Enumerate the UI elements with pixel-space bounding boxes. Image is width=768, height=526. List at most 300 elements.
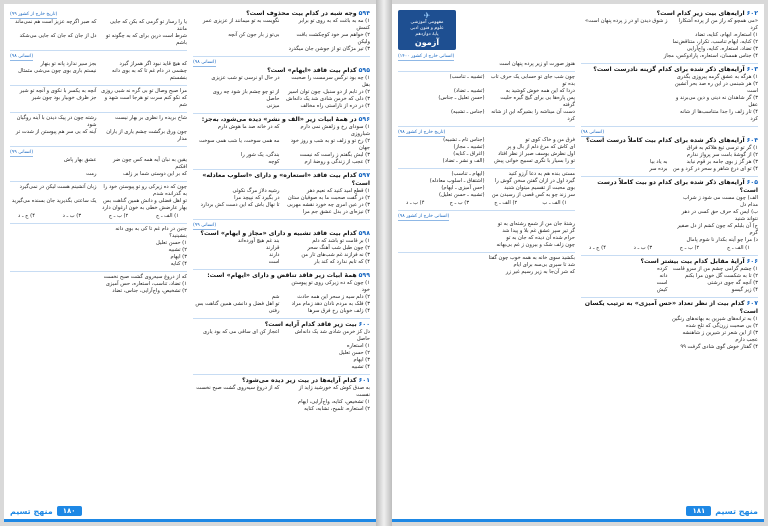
hemistich bbox=[398, 61, 485, 68]
divider bbox=[10, 85, 187, 86]
answer-choices bbox=[589, 245, 750, 252]
hemistich: ۲) تا به شکست گل خون مرا بکنم bbox=[684, 273, 758, 279]
question-number: ۵۹۶ bbox=[358, 116, 370, 123]
question-text: کدام بیت از نظر تعداد «حس آمیزی» به ترتیب یکسان است؟ bbox=[584, 300, 758, 315]
verse-line bbox=[581, 109, 758, 123]
hemistich bbox=[398, 242, 485, 249]
hemistich: کرده bbox=[657, 266, 668, 272]
hemistich bbox=[398, 228, 485, 235]
divider bbox=[193, 56, 370, 57]
hemistich bbox=[581, 330, 668, 344]
verse-line bbox=[193, 238, 370, 245]
source-tag: (انسانی خارج از کشور ۱۴۰۰) bbox=[398, 54, 455, 59]
hemistich: چشمی در دام غم تا که به بوی دانه بنشستم bbox=[112, 68, 187, 81]
verse-line bbox=[398, 192, 575, 199]
hemistich bbox=[581, 74, 668, 81]
answer-option bbox=[193, 406, 370, 413]
verse-line bbox=[581, 166, 758, 173]
question-number: ۵۹۸ bbox=[358, 230, 370, 237]
hemistich: ز شوق دیدن او در ز پرده پنهان است» bbox=[585, 18, 668, 24]
hemistich: رشتهٔ جان من از شمع رشته‌ای به تو bbox=[497, 221, 575, 227]
hemistich: به صدق کوش که خورشید زاید از نفست bbox=[298, 385, 370, 398]
left-page-footer bbox=[10, 504, 82, 518]
hemistich: (حسن تعلیل ـ جناس) bbox=[438, 95, 485, 101]
verse-line bbox=[581, 316, 758, 323]
verse-line bbox=[10, 226, 187, 240]
verse-line bbox=[10, 184, 187, 198]
hemistich: ۱) چشم گرامی چشم من از سرو قامت bbox=[672, 266, 758, 272]
hemistich bbox=[398, 255, 485, 262]
page-number: ۱۸۱ bbox=[686, 506, 711, 516]
hemistich: ۴) گفتار خوش گوی شادی گرفت ۹۹ bbox=[680, 344, 758, 350]
question-number: ۶۰۴ bbox=[746, 137, 758, 144]
hemistich: شم bbox=[271, 294, 280, 300]
verse-line bbox=[10, 171, 187, 178]
hemistich: ۴) تار زلف را جدا متناسب‌ها از شانه کرد bbox=[679, 109, 758, 122]
hemistich: ۱) چون که ده زیرکی روی تو پیوستن خود bbox=[291, 280, 370, 293]
question-number: ۶۰۵ bbox=[746, 179, 758, 186]
hemistich: ۱) هرگه به عشق گرمه پیروزی بگذری bbox=[676, 74, 758, 80]
hemistich bbox=[581, 195, 668, 209]
hemistich: پس پاره‌ها بی برای گیج گیره حلیت گرفته bbox=[500, 95, 575, 108]
verse-line bbox=[10, 88, 187, 95]
hemistich bbox=[581, 95, 668, 109]
hemistich: ۱) سودای رخ و زلفش نمی دارم شباروزی bbox=[300, 124, 370, 137]
verse-line bbox=[398, 109, 575, 123]
hemistich: تو اهل فضلی و دانش همین گناهت بس bbox=[103, 198, 187, 204]
option-text: ۴) تشبیه bbox=[351, 364, 370, 370]
hemistich: چون که ده زیرکی رو تو پیوستن خود را به گذرانده شدم bbox=[103, 184, 187, 197]
verse-line bbox=[10, 129, 187, 143]
verse-line bbox=[581, 344, 758, 351]
brand-logo-text: منهج تسیم bbox=[715, 506, 758, 516]
hemistich: ۲) دلم سیه ز سحر این همه حادث bbox=[297, 294, 370, 300]
verse-line bbox=[10, 68, 187, 82]
source-tag: (تاریخ خارج از کشور ۹۸) bbox=[398, 130, 446, 135]
answer-option bbox=[193, 350, 370, 357]
hemistich: زبان آتشینم هست لیکن در نمی‌گیرد bbox=[19, 184, 97, 190]
divider bbox=[398, 126, 575, 127]
hemistich bbox=[10, 274, 97, 281]
answer-option bbox=[581, 46, 758, 53]
divider bbox=[10, 112, 187, 113]
logo-line1: مفهومی آموزشی bbox=[410, 20, 444, 25]
question-heading bbox=[581, 258, 758, 266]
hemistich: کیش bbox=[656, 287, 668, 293]
divider bbox=[10, 50, 187, 51]
hemistich: گر تیر سپر عشق غم بلا و پیدا شد bbox=[502, 228, 575, 234]
hemistich: چون شب جای تو حسابی یک حرف تاب بده تو bbox=[490, 74, 575, 87]
question-block bbox=[581, 300, 758, 351]
option-text: ۱) تشخیص، کنایه، واج‌آرایی، ایهام bbox=[297, 399, 370, 405]
option-text: ۴) کنایه bbox=[170, 261, 187, 267]
question-text: آرایه‌های ذکر شده برای کدام دو بیت کاملاً درست است؟ bbox=[597, 179, 758, 194]
verse-line bbox=[581, 195, 758, 209]
verse-line bbox=[193, 308, 370, 315]
verse-line bbox=[398, 95, 575, 109]
question-block bbox=[398, 255, 575, 276]
hemistich: ۱) چه بود نرگس سرمست را صحبت بقل bbox=[291, 75, 370, 88]
hemistich: در حال او نرسی تو شب عزیزی bbox=[211, 75, 280, 81]
answer-choice: ۴) ب ـ د bbox=[406, 200, 425, 206]
divider bbox=[10, 271, 187, 272]
hemistich: حاصل bbox=[266, 96, 280, 102]
source-tag-line bbox=[193, 222, 370, 229]
verse-line bbox=[581, 159, 758, 166]
question-heading bbox=[193, 116, 370, 124]
answer-choices bbox=[18, 213, 179, 220]
source-tag: (انسانی ۹۸) bbox=[193, 60, 217, 65]
verse-line bbox=[10, 205, 187, 212]
option-text: ۲) استعاره، تلمیح، تشابه، کنایه bbox=[304, 406, 370, 412]
hemistich bbox=[398, 262, 485, 269]
question-block bbox=[193, 222, 370, 266]
question-block bbox=[398, 171, 575, 207]
hemistich: ۳) دلی که خرمن شادی شد یک دانه‌اش bbox=[286, 96, 370, 102]
source-tag-line bbox=[10, 149, 187, 156]
hemistich: است bbox=[656, 280, 668, 286]
hemistich: اعجاز کن ای ساقی می که بود یاری bbox=[202, 329, 280, 335]
verse-line bbox=[193, 138, 370, 152]
verse-line bbox=[193, 159, 370, 166]
hemistich: بهار عارضش خطی به خون ارغوان دارد bbox=[102, 205, 187, 211]
hemistich: ۱) بر قامت تو باشد که دلم bbox=[312, 238, 370, 244]
hemistich: دل کز خرمن شادی شد یک دانه‌اش حاصل bbox=[294, 329, 370, 342]
verse-line bbox=[398, 171, 575, 178]
hemistich: چنین در دام غم تا کی به بوی دانه بنشینید؟ bbox=[115, 226, 187, 239]
verse-line bbox=[193, 18, 370, 32]
question-block bbox=[10, 226, 187, 268]
hemistich: یا را رسار تو گرمی که بکن که جایی مانند bbox=[110, 19, 187, 32]
verse-line bbox=[193, 96, 370, 103]
hemistich: ۳) در عین امری چه خورد نقشه مهربی bbox=[287, 202, 370, 208]
logo-line3: پایهٔ دوازدهم bbox=[415, 32, 439, 37]
hemistich: هنوز صورت او زیر پرده پنهان است bbox=[499, 61, 575, 67]
hemistich: ۴) عجب از زندگی و روضهٔ ارم bbox=[304, 159, 370, 165]
question-block bbox=[10, 274, 187, 295]
question-block bbox=[581, 10, 758, 60]
answer-choice: ۳) ب ـ ج bbox=[449, 200, 470, 206]
logo-line2: علوم و فنون ادبی bbox=[410, 26, 444, 31]
hemistich: نگویمت به تو میمانند از عزیزی عمر bbox=[202, 18, 280, 24]
hemistich: (تشبیه ـ تضاد) bbox=[453, 88, 485, 94]
question-block bbox=[581, 66, 758, 123]
hemistich bbox=[193, 280, 280, 294]
hemistich: دل از جان که جان که جایی می‌شکد bbox=[19, 33, 97, 39]
right-page-left-column bbox=[398, 10, 575, 498]
hemistich: ۳) تیر مژگان تو از جوشن جان میگذرد bbox=[288, 46, 370, 52]
verse-line bbox=[581, 74, 758, 81]
verse-line bbox=[10, 274, 187, 281]
question-block bbox=[398, 53, 575, 68]
right-page-columns bbox=[398, 10, 758, 498]
question-number: ۵۹۴ bbox=[358, 10, 370, 17]
hemistich: که بر این دوستی شما بر زلف bbox=[122, 171, 187, 177]
divider bbox=[193, 219, 370, 220]
hemistich: که در خانه صد ما هوش دارم bbox=[217, 124, 280, 130]
verse-line bbox=[193, 46, 370, 53]
verse-line bbox=[193, 32, 370, 46]
verse-line bbox=[398, 255, 575, 262]
question-text: همهٔ ابیات زیر فاقد تناقض و دارای «ایهام» است: bbox=[207, 272, 357, 279]
hemistich: ب) ایس که حرف حق کسی در دهر نتواند شنید bbox=[681, 209, 758, 222]
hemistich: رمت bbox=[86, 171, 97, 177]
hemistich bbox=[581, 223, 668, 237]
hemistich: بی‌تو ز بار جون کن آنچه bbox=[228, 32, 280, 38]
divider bbox=[398, 168, 575, 169]
question-text: وجه شبه در کدام بیت محذوف است؟ bbox=[246, 10, 357, 17]
question-heading bbox=[581, 137, 758, 145]
source-tag: (انسانی ۹۸) bbox=[10, 54, 34, 59]
answer-option bbox=[10, 281, 187, 288]
verse-line bbox=[581, 323, 758, 330]
question-block bbox=[10, 11, 187, 47]
hemistich: ۱) مه به باغت که به روی تو برابر کنمش bbox=[298, 18, 370, 31]
hemistich: (جناس ـ تشبیه) bbox=[450, 109, 485, 115]
hemistich: ۳) لبش بگفتم ز راست که نیست bbox=[299, 152, 370, 158]
verse-line bbox=[193, 329, 370, 343]
question-block bbox=[193, 59, 370, 110]
hemistich: از تو چو چشم باز شود چه روی bbox=[212, 89, 280, 95]
source-tag-line bbox=[398, 213, 575, 220]
divider bbox=[193, 374, 370, 375]
hemistich: دارند bbox=[269, 252, 280, 258]
hemistich: ج) آن بلبلم که چون کشم از دل صفیر گرم bbox=[677, 223, 758, 236]
hemistich bbox=[581, 323, 668, 330]
hemistich: تا نهال باش که این دست کش بردارد bbox=[200, 202, 280, 208]
hemistich: نیستم باری بوی چون می‌شی مثمثال bbox=[18, 68, 97, 74]
source-tag: (انسانی ۹۹) bbox=[10, 150, 34, 155]
verse-line bbox=[10, 115, 187, 129]
verse-line bbox=[398, 228, 575, 235]
verse-line bbox=[193, 152, 370, 159]
answer-choice: ۲) الف ـ ج bbox=[494, 200, 518, 206]
verse-line bbox=[398, 221, 575, 228]
question-text: کدام بیت فاقد «ایهام» است؟ bbox=[267, 67, 357, 74]
hemistich: بندگی، یک شور را bbox=[240, 152, 280, 158]
verse-line bbox=[193, 252, 370, 259]
question-text: کدام بیت فاقد تشبیه و دارای «مجاز و ایهام» است؟ bbox=[200, 230, 357, 237]
question-heading bbox=[581, 66, 758, 74]
hemistich: ۲) چون طبل شب آهنگ سحر bbox=[307, 245, 370, 251]
question-text: آرایه‌های بیت زیر کدام است؟ bbox=[656, 10, 745, 17]
hemistich: دست آن میناشه را بشیرگه این از شانه کرد bbox=[491, 109, 575, 122]
hemistich: چون زلف شک و بیرون ز غم بی‌بهانه bbox=[496, 242, 575, 248]
hemistich: شرط است درین برای که به چگونه تو باشم bbox=[105, 33, 187, 46]
verse-line bbox=[581, 287, 758, 294]
question-heading bbox=[581, 10, 758, 18]
question-block bbox=[193, 321, 370, 371]
answer-choice: ۴) ج ـ د bbox=[589, 245, 606, 251]
option-text: ۳) تضاد، استعاره، کنایه، واج‌آرایی bbox=[686, 46, 758, 52]
question-text: آرایه‌های ذکر شده برای کدام بیت کاملاً درست است؟ bbox=[585, 137, 745, 144]
hemistich: دردا که این همه خوش کوشید به bbox=[505, 88, 575, 94]
hemistich: رشته چون در پیک دیدن با آینه روگیان شود bbox=[16, 115, 97, 128]
hemistich: آنچه به یکسر با نکوی و آنچه تو شیر bbox=[19, 88, 97, 94]
divider bbox=[581, 255, 758, 256]
verse-line bbox=[398, 242, 575, 249]
question-block bbox=[10, 88, 187, 109]
source-tag-line bbox=[10, 53, 187, 60]
verse-line bbox=[581, 266, 758, 273]
hemistich bbox=[581, 237, 668, 244]
bird-icon: ✈ bbox=[423, 11, 431, 20]
hemistich: ۱) به ترانه‌های شیرین به بهانه‌های رنگین bbox=[671, 316, 758, 322]
hemistich: د) مرا چو آینه بکدار نا شوم پامال bbox=[686, 237, 758, 243]
source-tag-line bbox=[398, 129, 575, 136]
question-block bbox=[193, 116, 370, 166]
verse-line bbox=[581, 145, 758, 152]
verse-line bbox=[398, 269, 575, 276]
hemistich bbox=[10, 205, 97, 212]
verse-line bbox=[398, 144, 575, 151]
answer-option bbox=[581, 32, 758, 39]
hemistich: تو اهل فضل و دانشی همین گناهت بس bbox=[195, 301, 280, 307]
verse-line bbox=[398, 151, 575, 158]
verse-line bbox=[398, 74, 575, 88]
question-number: ۵۹۷ bbox=[358, 172, 370, 179]
divider bbox=[581, 176, 758, 177]
hemistich: ۴) که تابم ندارد که کند بار bbox=[314, 259, 370, 265]
question-text: در همهٔ ابیات زیر «الف و نشر» دیده می‌شود، به‌جز: bbox=[201, 116, 357, 123]
answer-choices bbox=[406, 200, 567, 207]
question-number: ۶۰۲ bbox=[746, 10, 758, 17]
question-block bbox=[581, 179, 758, 252]
verse-line bbox=[193, 89, 370, 96]
hemistich: ۴) زیر گیسو bbox=[731, 287, 758, 293]
divider bbox=[10, 223, 187, 224]
answer-choice: ۴) ج ـ د bbox=[18, 213, 35, 219]
verse-line bbox=[193, 202, 370, 209]
option-text: ۴) جناس همسان، استعاره، پارادوکس، مجاز bbox=[663, 53, 758, 59]
hemistich bbox=[581, 152, 668, 159]
source-tag: (تاریخ خارج از کشور ۹۹) bbox=[10, 12, 58, 17]
question-text: آرایه‌های ذکر شده برای کدام گزینه نادرست است؟ bbox=[593, 66, 745, 73]
option-text: ۳) ایهام bbox=[170, 254, 187, 260]
verse-line bbox=[581, 18, 758, 32]
verse-line bbox=[193, 280, 370, 294]
hemistich: بند غم هیچ آورده‌اند bbox=[237, 238, 280, 244]
answer-choice: ۱) الف ـ ج bbox=[726, 245, 750, 251]
verse-line bbox=[581, 209, 758, 223]
hemistich: (جناس تام ـ تشبیه) bbox=[443, 137, 485, 143]
option-text: ۱) حسن تعلیل bbox=[155, 240, 187, 246]
question-heading bbox=[581, 300, 758, 316]
answer-option bbox=[193, 343, 370, 350]
hemistich: مه همی سوخت، یا شب همی سوخت bbox=[199, 138, 280, 144]
verse-line bbox=[10, 157, 187, 171]
question-text: کدام آرایه‌ها در بیت زیر دیده می‌شود؟ bbox=[241, 377, 357, 384]
answer-option bbox=[10, 254, 187, 261]
question-block bbox=[398, 129, 575, 165]
option-text: ۲) تشبیه bbox=[168, 247, 187, 253]
verse-line bbox=[193, 124, 370, 138]
hemistich bbox=[581, 145, 668, 152]
question-number: ۶۰۳ bbox=[746, 66, 758, 73]
question-block bbox=[10, 115, 187, 143]
hemistich: حرام شده آن دیده که جان به تو bbox=[506, 235, 575, 241]
book-spine bbox=[376, 0, 392, 526]
hemistich: قرارند bbox=[266, 245, 280, 251]
hemistich: اول نظرش یوسف صبر از نظر افتاد bbox=[497, 151, 575, 157]
left-page-columns bbox=[10, 10, 370, 498]
question-block bbox=[193, 377, 370, 413]
verse-line bbox=[398, 137, 575, 144]
verse-line bbox=[10, 33, 187, 47]
hemistich: دانه bbox=[659, 273, 668, 279]
source-tag: (انسانی خارج از کشور ۹۸) bbox=[398, 214, 450, 219]
page-number: ۱۸۰ bbox=[57, 506, 82, 516]
verse-line bbox=[398, 158, 575, 165]
hemistich: ۲) بی صحبت زرن‌گی که تلخ شده bbox=[685, 323, 758, 329]
verse-line bbox=[581, 223, 758, 237]
hemistich: ۲) در گفت صحبت ما به صوفیان ستان bbox=[287, 195, 370, 201]
right-page-footer bbox=[686, 504, 758, 518]
verse-line bbox=[193, 75, 370, 89]
verse-line bbox=[193, 103, 370, 110]
hemistich: ۲) رخ تو و زلف تو به شب و روز خود جهان bbox=[290, 138, 370, 151]
divider bbox=[398, 252, 575, 253]
hemistich: (حس آمیزی ـ ایهام) bbox=[441, 185, 485, 191]
hemistich: یک ساعتی بگذیرید جان بسنده می‌گیرید bbox=[11, 198, 97, 204]
hemistich: ۴) زلف خوبان رخ فرق سرها bbox=[308, 308, 370, 314]
hemistich: ۳) نه فرازند غم شب‌های تار من bbox=[301, 252, 370, 258]
hemistich: مرا صبح وصال تو بی گره نه شبی روزی bbox=[101, 88, 187, 94]
hemistich: کوچه bbox=[268, 159, 280, 165]
hemistich: الف) چون مست می شود ز شراب مدام دل bbox=[683, 195, 758, 208]
hemistich: ۳) فلک به مردم نادان دهد زمام مراد bbox=[291, 301, 370, 307]
divider bbox=[193, 113, 370, 114]
source-tag: (انسانی ۹۹) bbox=[193, 223, 217, 228]
answer-choice: ۱) الف ـ ج bbox=[155, 213, 179, 219]
source-tag-line bbox=[10, 11, 187, 18]
hemistich bbox=[193, 209, 280, 216]
hemistich: جز ظرف خوبیار بود چون شیر bbox=[31, 95, 97, 101]
answer-option bbox=[10, 288, 187, 295]
hemistich: بکشید سوی خانه به همه خوب چون گفتا bbox=[488, 255, 575, 261]
hemistich bbox=[10, 226, 97, 240]
answer-option bbox=[581, 39, 758, 46]
publisher-logo bbox=[398, 10, 456, 50]
answer-choice: ۲) ب ـ ج bbox=[108, 213, 129, 219]
left-page-right-column bbox=[193, 10, 370, 498]
verse-line bbox=[193, 301, 370, 308]
answer-option bbox=[581, 53, 758, 60]
hemistich: ۳) گر شاهدان نه دینی و دین می‌برند و عقل bbox=[675, 95, 758, 108]
question-number: ۶۰۷ bbox=[746, 300, 758, 307]
option-text: ۱) استعاره، ایهام، کنایه، تضاد bbox=[695, 32, 758, 38]
hemistich bbox=[398, 269, 485, 276]
hemistich: (اشتقاق ـ اسلوب معادله) bbox=[429, 178, 485, 184]
question-number: ۵۹۵ bbox=[358, 67, 370, 74]
hemistich: فرق من و خاک کوی تو bbox=[525, 137, 575, 143]
footer-stripe bbox=[392, 519, 764, 522]
verse-line bbox=[398, 61, 575, 68]
answer-option bbox=[10, 247, 187, 254]
verse-line bbox=[193, 245, 370, 252]
hemistich: که از دروغ سیه‌روی گشت صبح نخست bbox=[196, 385, 280, 391]
question-heading bbox=[193, 321, 370, 329]
verse-line bbox=[193, 188, 370, 195]
verse-line bbox=[10, 19, 187, 33]
hemistich bbox=[193, 46, 280, 53]
hemistich bbox=[398, 221, 485, 228]
left-page-left-column bbox=[10, 10, 187, 498]
question-block bbox=[10, 53, 187, 82]
answer-option bbox=[193, 399, 370, 406]
question-heading bbox=[193, 272, 370, 280]
verse-line bbox=[581, 330, 758, 344]
